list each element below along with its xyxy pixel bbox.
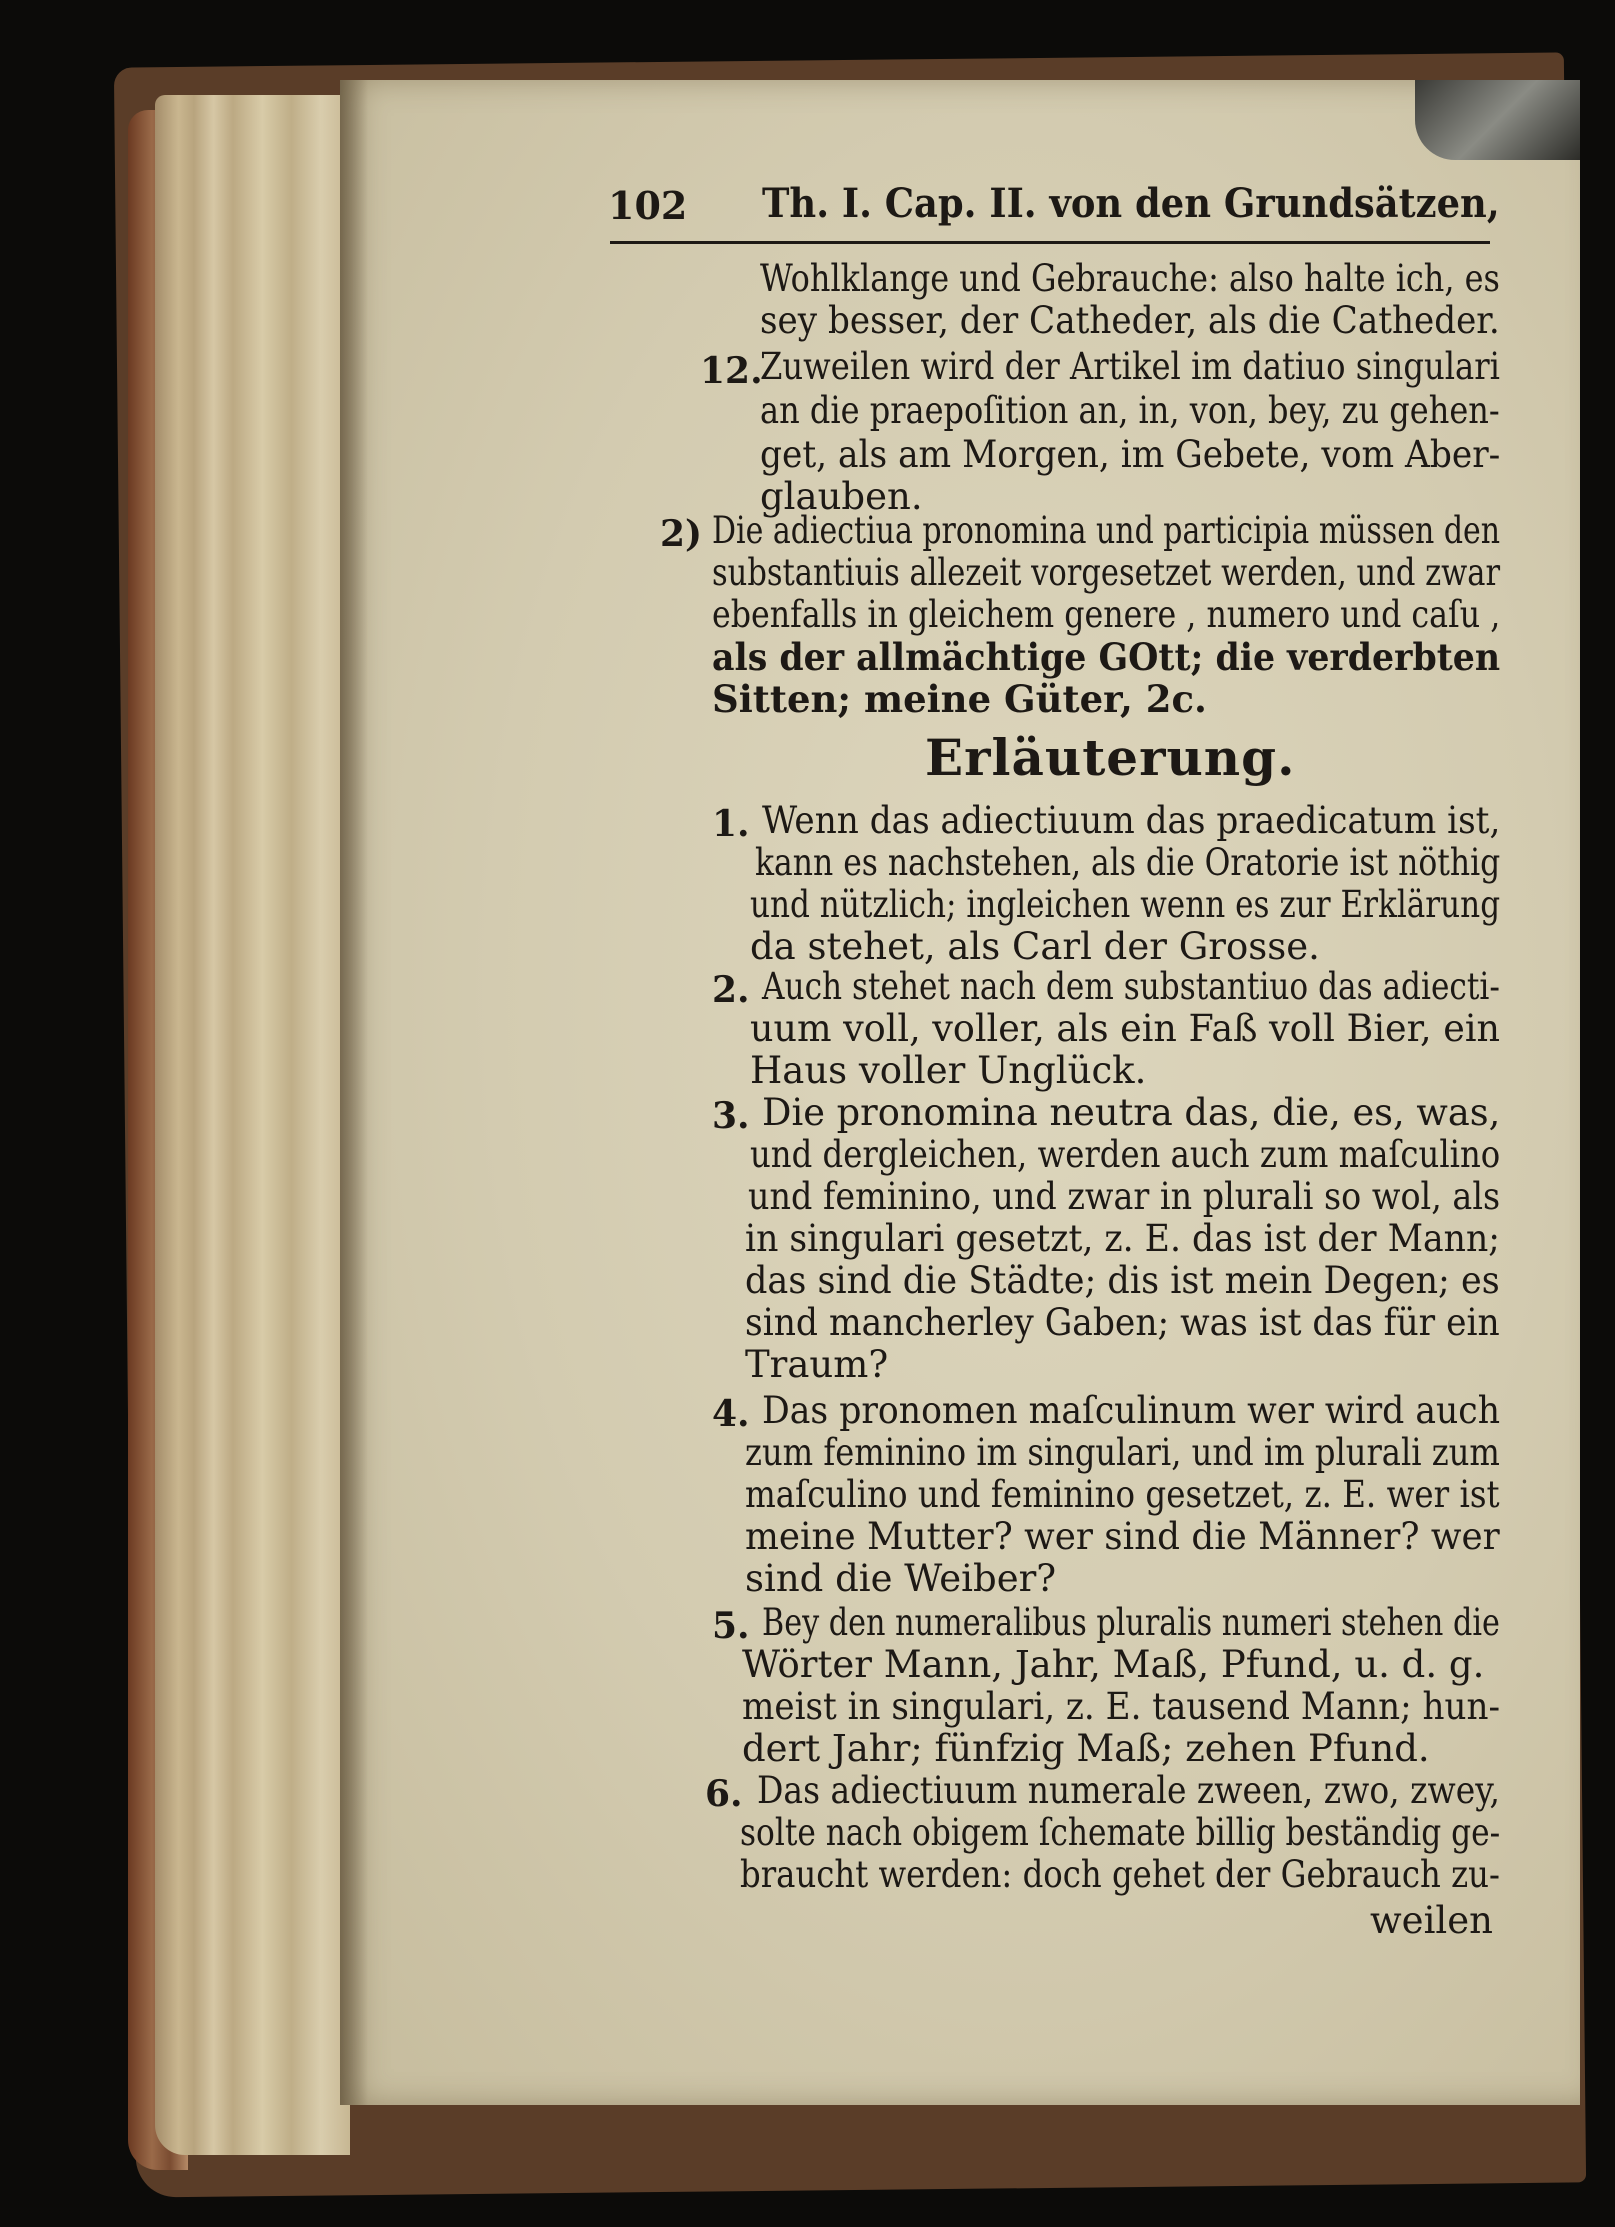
text-line: dert Jahr; fünfzig Maß; zehen Pfund. (742, 1727, 1430, 1770)
text-line: sey besser, der Catheder, als die Catheder. (760, 299, 1500, 342)
text-line: glauben. (760, 475, 923, 518)
item-number: 4. (712, 1393, 750, 1435)
text-line: sind die Weiber? (745, 1557, 1057, 1600)
text-line: Die adiectiua pronomina und participia müssen den (712, 509, 1501, 552)
section-heading: Erläuterung. (925, 728, 1296, 787)
item-number: 2) (660, 513, 703, 555)
text-line: get, als am Morgen, im Gebete, vom Aber- (760, 433, 1501, 476)
text-line: zum feminino im singulari, und im plurali zum (745, 1431, 1500, 1474)
text-line: Das adiectiuum numerale zween, zwo, zwey, (757, 1769, 1500, 1812)
text-line: Auch stehet nach dem substantiuo das adiecti- (762, 965, 1500, 1008)
text-line: substantiuis allezeit vorgesetzet werden, und zwar (712, 551, 1501, 594)
item-number: 1. (712, 803, 750, 845)
text-line: Wörter Mann, Jahr, Maß, Pfund, u. d. g. (742, 1643, 1485, 1686)
header-rule (610, 241, 1490, 244)
text-line: Das pronomen maſculinum wer wird auch (762, 1389, 1501, 1432)
running-head: Th. I. Cap. II. von den Grundsätzen, (762, 180, 1500, 227)
text-line: das sind die Städte; dis ist mein Degen; es (745, 1259, 1500, 1302)
text-line: Haus voller Unglück. (750, 1049, 1147, 1092)
text-line: und feminino, und zwar in plurali so wol, als (748, 1175, 1501, 1218)
item-number: 2. (712, 969, 750, 1011)
text-line: braucht werden: doch gehet der Gebrauch zu- (740, 1853, 1500, 1896)
text-line: und nützlich; ingleichen wenn es zur Erklärung (750, 883, 1501, 926)
text-line: ebenfalls in gleichem genere , numero und caſu , (712, 593, 1501, 636)
text-line: Bey den numeralibus pluralis numeri stehen die (762, 1601, 1500, 1644)
text-line: uum voll, voller, als ein Faß voll Bier, ein (750, 1007, 1501, 1050)
text-line: Sitten; meine Güter, 2c. (712, 677, 1207, 721)
item-number: 5. (712, 1605, 750, 1647)
item-number: 12. (700, 350, 763, 392)
text-line: Traum? (745, 1343, 889, 1386)
text-line: als der allmächtige GOtt; die verderbten (712, 635, 1501, 679)
text-line: sind mancherley Gaben; was ist das für ein (745, 1301, 1500, 1344)
text-line: solte nach obigem ſchemate billig beständig ge- (740, 1811, 1501, 1854)
text-line: da stehet, als Carl der Grosse. (750, 925, 1320, 968)
text-line: an die praepoſition an, in, von, bey, zu gehen- (760, 389, 1500, 432)
text-line: in singulari gesetzt, z. E. das ist der Mann; (745, 1217, 1500, 1260)
text-line: kann es nachstehen, als die Oratorie ist nöthig (755, 841, 1501, 884)
text-line: meine Mutter? wer sind die Männer? wer (745, 1515, 1500, 1558)
text-line: und dergleichen, werden auch zum maſculino (750, 1133, 1501, 1176)
text-line: meist in singulari, z. E. tausend Mann; hun- (742, 1685, 1501, 1728)
text-line: Wohlklange und Gebrauche: also halte ich, es (760, 257, 1500, 300)
text-line: Wenn das adiectiuum das praedicatum ist, (762, 799, 1501, 842)
page-number: 102 (608, 183, 688, 228)
text-line: maſculino und feminino gesetzet, z. E. wer ist (745, 1473, 1500, 1516)
text-line: Die pronomina neutra das, die, es, was, (762, 1091, 1501, 1134)
text-line: Zuweilen wird der Artikel im datiuo singulari (760, 345, 1500, 388)
item-number: 6. (705, 1773, 743, 1815)
item-number: 3. (712, 1095, 750, 1137)
catchword: weilen (1370, 1899, 1493, 1942)
